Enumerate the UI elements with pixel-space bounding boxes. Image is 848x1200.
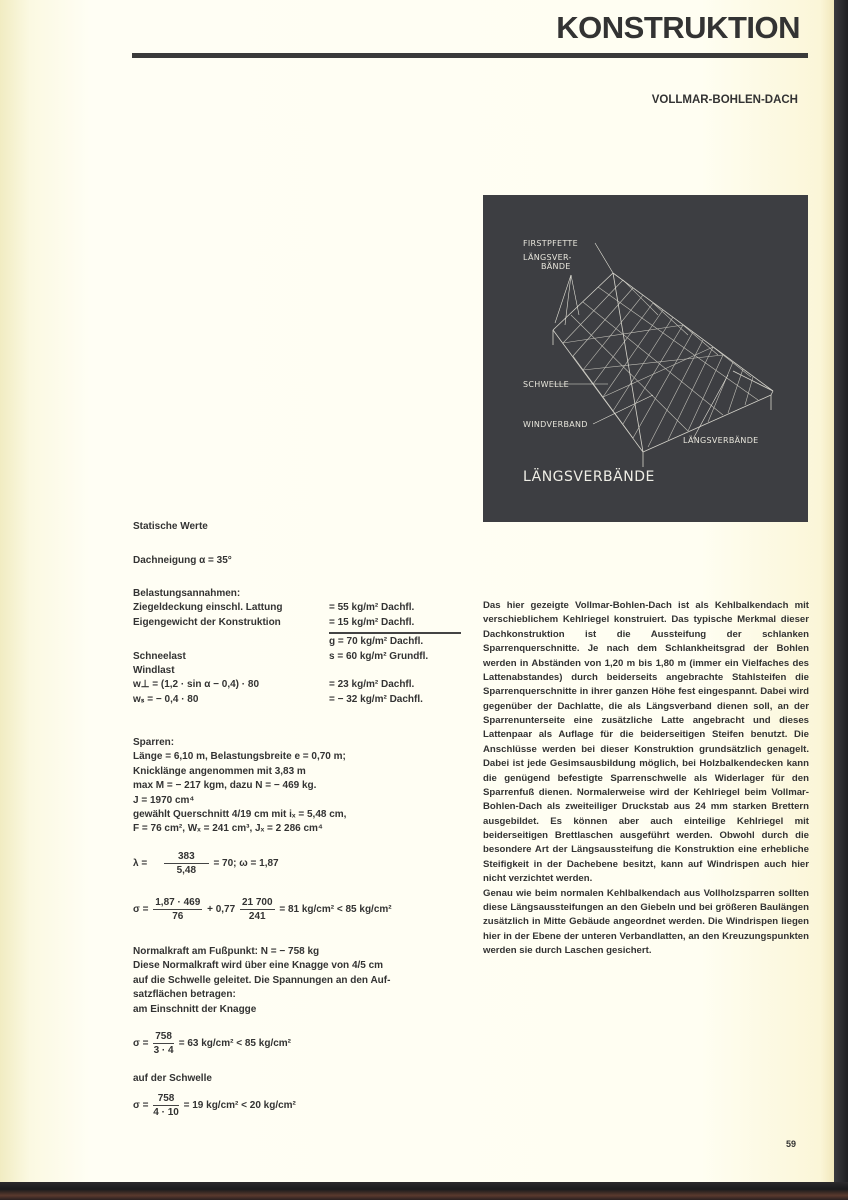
loads-block [133, 587, 473, 707]
numerator: 21 700 [241, 897, 273, 908]
load-label: Ziegeldeckung einschl. Lattung [133, 602, 283, 614]
book-spine-edge [834, 0, 848, 1200]
wind-value: = − 32 kg/m² Dachfl. [329, 693, 423, 705]
fraction [164, 850, 209, 877]
wind-label: w⊥ = (1,2 · sin α − 0,4) · 80 [133, 679, 260, 691]
rafters-line: F = 76 cm², Wₓ = 241 cm³, Jₓ = 2 286 cm⁴ [133, 823, 323, 835]
numerator: 1,87 · 469 [155, 897, 201, 908]
fraction [153, 1030, 174, 1057]
sigma-notch-formula [133, 1030, 291, 1057]
roof-pitch: Dachneigung α = 35° [133, 555, 232, 566]
wind-row [133, 678, 473, 692]
title-divider [132, 53, 808, 58]
load-value: = 15 kg/m² Dachfl. [329, 616, 415, 628]
static-values-heading: Statische Werte [133, 521, 208, 532]
roof-frame-illustration [483, 195, 808, 522]
body-paragraph: Das hier gezeigte Vollmar-Bohlen-Dach ist als Kehlbalkendach mit verschieblichem Kehlriegel konstruiert. Das typische Merkmal dieser Dachkonstruktion ist die Aussteifung der schlanken Sparrenquerschnitte. Je nach dem Schlankheitsgrad der Bohlen werden in Abständen von 1,20 m bis 1,80 m (immer ein Vielfaches des Lattenabstandes) durch beiderseits angebrachte Stahlsteifen die Sparrenquerschnitte in ihrer ganzen Höhe fest eingespannt. Dabei wird gegenüber der Dachlatte, die als Längsverband dienen soll, an der Sparrenunterseite eine zusätzliche Latte angebracht und dieses Lattenpaar als Auflage für die beiderseitigen Steifen benutzt. Die Anschlüsse werden bei dieser Konstruktion grundsätzlich genagelt. Dabei ist jede Gesimsausbildung möglich, bei Holzbalkendecken kann die genügend befestigte Sparrenschwelle als Widerlager für den Sparrenfuß dienen. Normalerweise wird der Kehlriegel beim Vollmar-Bohlen-Dach als zweiteiliger Druckstab aus 24 mm starken Brettern ausgebildet. Es können aber auch einteilige Kehlriegel mit beiderseitigen Brettlaschen ausgeführt werden. Obwohl durch die besondere Art der Längsaussteifung die Konstruktion eine erhebliche Steifigkeit in der Dachebene besitzt, kann auf Windrispen auch hier nicht verzichtet werden. [483, 600, 809, 885]
on-sill-label: auf der Schwelle [133, 1073, 212, 1084]
rafters-line: Länge = 6,10 m, Belastungsbreite e = 0,70 m; [133, 751, 346, 763]
snow-value: s = 60 kg/m² Grundfl. [329, 650, 429, 662]
normal-text-line: satzflächen betragen: [133, 989, 236, 1001]
denominator: 3 · 4 [153, 1045, 174, 1056]
label-laengsverbaende-right: LÄNGSVERBÄNDE [683, 436, 759, 445]
normal-text-line: auf die Schwelle geleitet. Die Spannungen an den Auf- [133, 974, 391, 986]
denominator: 5,48 [176, 865, 197, 876]
wind-label: wₛ = − 0,4 · 80 [133, 693, 199, 705]
body-text [483, 599, 809, 958]
snow-label: Schneelast [133, 650, 186, 662]
load-sum: g = 70 kg/m² Dachfl. [329, 636, 424, 648]
denominator: 76 [172, 911, 184, 922]
rafters-line: gewählt Querschnitt 4/19 cm mit iₓ = 5,48 cm, [133, 808, 347, 820]
wind-heading: Windlast [133, 664, 175, 676]
formula-result: = 70; ω = 1,87 [213, 858, 279, 870]
denominator: 4 · 10 [153, 1107, 179, 1118]
normal-text-line: am Einschnitt der Knagge [133, 1003, 257, 1015]
normal-force-block [133, 945, 390, 1017]
formula-prefix: σ = [133, 1038, 149, 1050]
rafters-heading: Sparren: [133, 737, 175, 748]
loads-heading: Belastungsannahmen: [133, 588, 241, 599]
denominator: 241 [248, 911, 266, 922]
book-bottom-edge [0, 1182, 848, 1200]
formula-result: = 63 kg/cm² < 85 kg/cm² [178, 1038, 291, 1050]
wind-row [133, 693, 473, 707]
load-value: = 55 kg/m² Dachfl. [329, 602, 415, 614]
label-windverband: WINDVERBAND [523, 420, 588, 429]
load-row [133, 616, 473, 630]
formula-prefix: λ = [133, 858, 148, 870]
label-schwelle: SCHWELLE [523, 380, 570, 389]
rafters-block [133, 736, 346, 837]
sum-divider [329, 632, 461, 634]
load-row [133, 601, 473, 615]
fraction [240, 896, 275, 923]
rafters-line: max M = − 217 kgm, dazu N = − 469 kg. [133, 780, 317, 792]
formula-prefix: σ = [133, 1100, 149, 1112]
sigma-buckling-formula [133, 896, 392, 923]
page-title: KONSTRUKTION [556, 10, 800, 45]
formula-term: + 0,77 [207, 904, 236, 916]
normal-text-line: Diese Normalkraft wird über eine Knagge von 4/5 cm [133, 960, 384, 972]
page-number: 59 [785, 1139, 796, 1149]
formula-result: = 81 kg/cm² < 85 kg/cm² [279, 904, 392, 916]
section-subtitle: VOLLMAR-BOHLEN-DACH [651, 94, 798, 106]
label-laengsverbaende-top-2: BÄNDE [541, 262, 571, 271]
label-laengsverbaende-top-1: LÄNGSVER- [523, 253, 572, 262]
rafters-line: Knicklänge angenommen mit 3,83 m [133, 765, 306, 777]
body-paragraph: Genau wie beim normalen Kehlbalkendach aus Vollholzsparren sollten diese Längsaussteifungen an den Giebeln und bei größeren Baulängen zusätzlich in Mitte Gebäude angeordnet werden. Die Windrispen liegen hier in der Ebene der unteren Verbandlatten, an den Kreuzungspunkten werden sie durch Laschen gesichert. [483, 887, 809, 956]
normal-force: Normalkraft am Fußpunkt: N = − 758 kg [133, 946, 320, 957]
sigma-sill-formula [133, 1092, 296, 1119]
numerator: 758 [155, 1031, 172, 1042]
numerator: 758 [153, 1092, 179, 1106]
lambda-formula [133, 850, 279, 877]
fraction [153, 1092, 179, 1119]
fraction [153, 896, 202, 923]
figure-caption: LÄNGSVERBÄNDE [523, 469, 655, 485]
wind-value: = 23 kg/m² Dachfl. [329, 679, 415, 691]
numerator: 383 [164, 850, 209, 864]
formula-result: = 19 kg/cm² < 20 kg/cm² [183, 1100, 296, 1112]
formula-prefix: σ = [133, 904, 149, 916]
rafters-line: J = 1970 cm⁴ [133, 794, 195, 806]
load-label: Eigengewicht der Konstruktion [133, 616, 281, 628]
label-firstpfette: FIRSTPFETTE [523, 239, 578, 248]
load-sum-row [133, 635, 473, 649]
snow-row [133, 650, 473, 664]
